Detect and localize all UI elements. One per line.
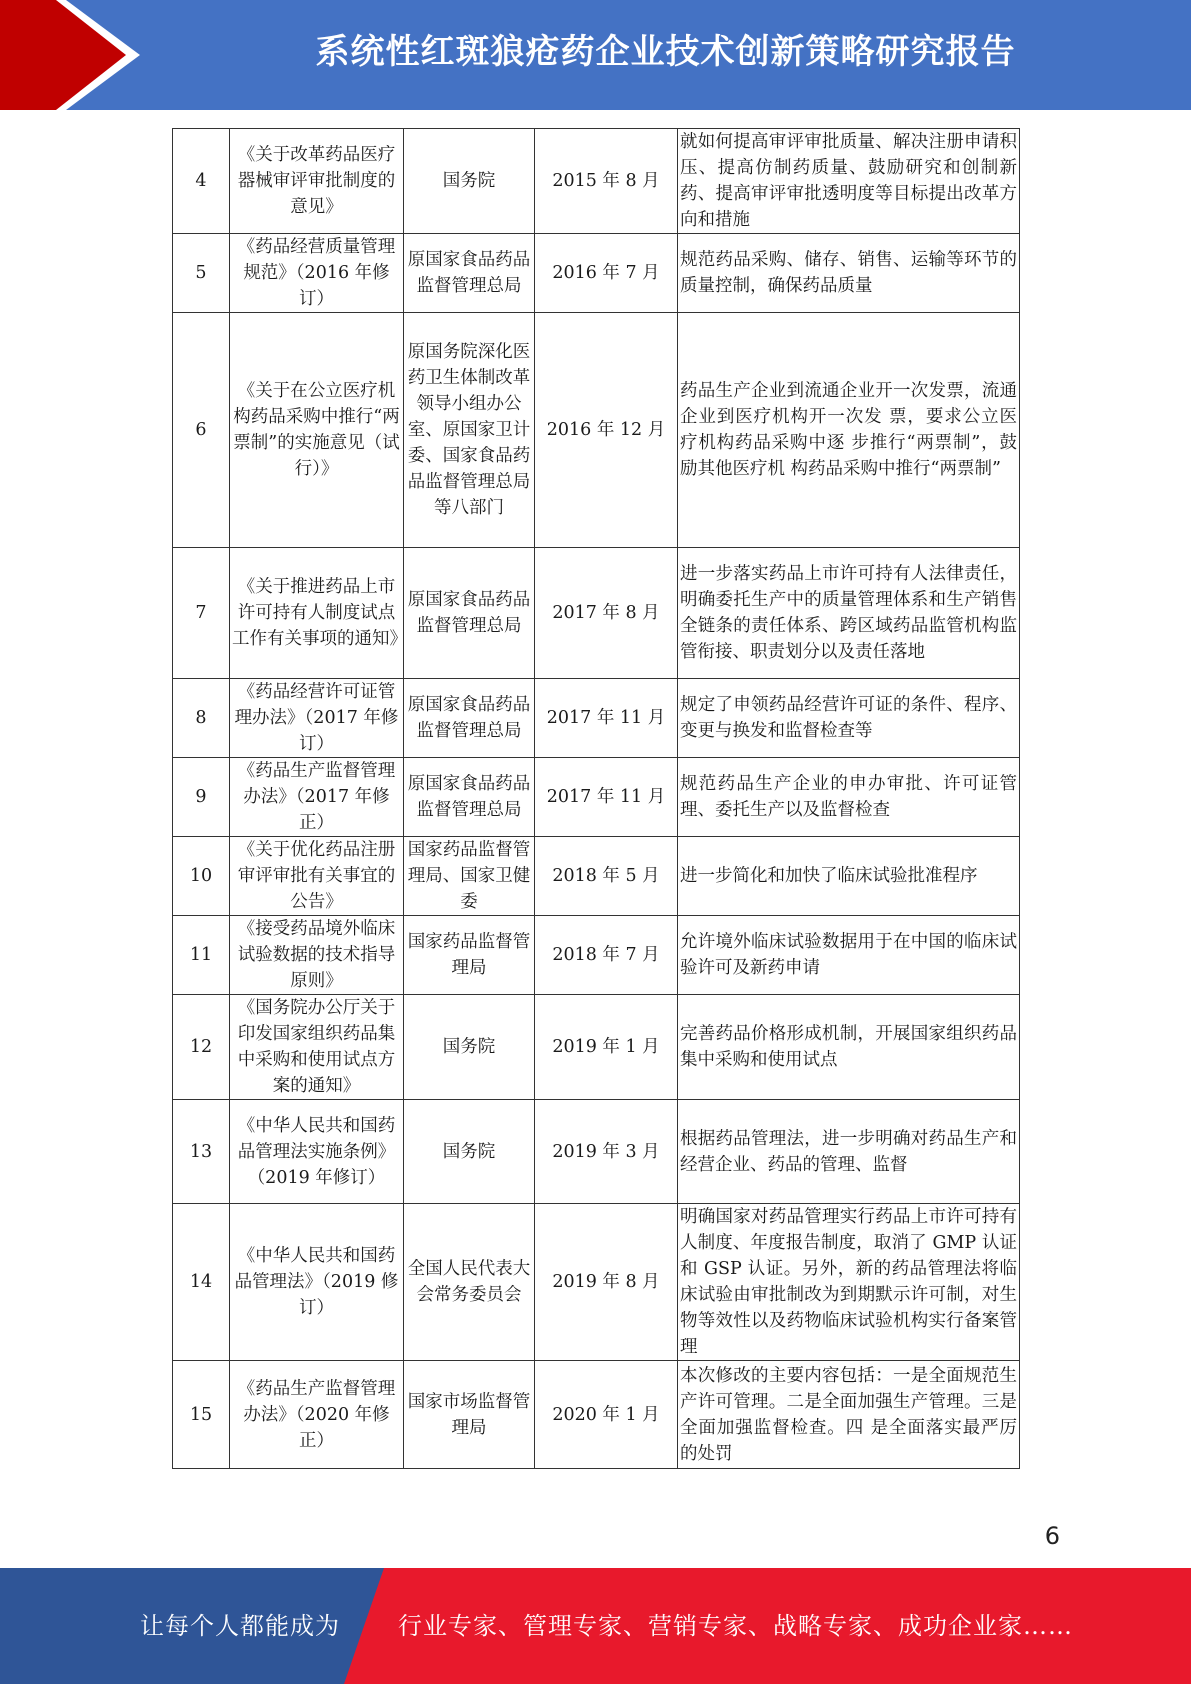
table-row xyxy=(173,313,1020,548)
table-row xyxy=(173,1361,1020,1469)
issuing-department: 原国家食品药品监督管理总局 xyxy=(404,679,535,758)
issuing-department: 原国务院深化医药卫生体制改革领导小组办公室、原国家卫计委、国家食品药品监督管理总局等八部门 xyxy=(404,313,535,548)
issuing-department: 原国家食品药品监督管理总局 xyxy=(404,234,535,313)
policy-description: 规定了申领药品经营许可证的条件、程序、变更与换发和监督检查等 xyxy=(678,679,1020,758)
issuing-department: 国务院 xyxy=(404,1100,535,1204)
footer-slogan-left: 让每个人都能成为 xyxy=(140,1612,340,1640)
table-row xyxy=(173,758,1020,837)
policy-description: 就如何提高审评审批质量、解决注册申请积压、提高仿制药质量、鼓励研究和创制新药、提高审评审批透明度等目标提出改革方向和措施 xyxy=(678,129,1020,234)
policy-name: 《关于优化药品注册审评审批有关事宜的公告》 xyxy=(230,837,404,916)
regulation-table xyxy=(172,128,1020,1469)
table-row xyxy=(173,995,1020,1100)
policy-name: 《关于改革药品医疗器械审评审批制度的意见》 xyxy=(230,129,404,234)
policy-description: 进一步落实药品上市许可持有人法律责任，明确委托生产中的质量管理体系和生产销售全链条的责任体系、跨区域药品监管机构监管衔接、职责划分以及责任落地 xyxy=(678,548,1020,679)
issue-date: 2019 年 3 月 xyxy=(535,1100,678,1204)
footer-slogan-right: 行业专家、管理专家、营销专家、战略专家、成功企业家…… xyxy=(398,1612,1073,1640)
row-number: 13 xyxy=(173,1100,230,1204)
policy-name: 《药品生产监督管理办法》（2017 年修正） xyxy=(230,758,404,837)
policy-description: 本次修改的主要内容包括：一是全面规范生产许可管理。二是全面加强生产管理。三是全面加强监督检查。四 是全面落实最严厉的处罚 xyxy=(678,1361,1020,1469)
table-row xyxy=(173,234,1020,313)
issue-date: 2020 年 1 月 xyxy=(535,1361,678,1469)
row-number: 11 xyxy=(173,916,230,995)
table-row xyxy=(173,1204,1020,1361)
footer-banner xyxy=(0,1568,1191,1684)
issuing-department: 国家药品监督管理局 xyxy=(404,916,535,995)
issue-date: 2018 年 7 月 xyxy=(535,916,678,995)
table-row xyxy=(173,129,1020,234)
policy-name: 《关于推进药品上市许可持有人制度试点工作有关事项的通知》 xyxy=(230,548,404,679)
issue-date: 2016 年 12 月 xyxy=(535,313,678,548)
issue-date: 2018 年 5 月 xyxy=(535,837,678,916)
report-title: 系统性红斑狼疮药企业技术创新策略研究报告 xyxy=(315,32,1016,72)
policy-description: 进一步简化和加快了临床试验批准程序 xyxy=(678,837,1020,916)
table-row xyxy=(173,837,1020,916)
table-row xyxy=(173,679,1020,758)
issue-date: 2017 年 11 月 xyxy=(535,679,678,758)
row-number: 9 xyxy=(173,758,230,837)
issue-date: 2019 年 1 月 xyxy=(535,995,678,1100)
policy-description: 明确国家对药品管理实行药品上市许可持有人制度、年度报告制度，取消了 GMP 认证和 GSP 认证。另外，新的药品管理法将临床试验由审批制改为到期默示许可制，对生物等效性以及药物临床试验机构实行备案管理 xyxy=(678,1204,1020,1361)
policy-name: 《药品经营许可证管理办法》（2017 年修订） xyxy=(230,679,404,758)
row-number: 6 xyxy=(173,313,230,548)
row-number: 5 xyxy=(173,234,230,313)
issuing-department: 原国家食品药品监督管理总局 xyxy=(404,758,535,837)
regulation-table-container xyxy=(172,128,1019,1469)
issuing-department: 国家市场监督管理局 xyxy=(404,1361,535,1469)
issuing-department: 全国人民代表大会常务委员会 xyxy=(404,1204,535,1361)
row-number: 14 xyxy=(173,1204,230,1361)
header-chevron-decoration xyxy=(0,0,150,110)
issue-date: 2019 年 8 月 xyxy=(535,1204,678,1361)
policy-description: 完善药品价格形成机制，开展国家组织药品集中采购和使用试点 xyxy=(678,995,1020,1100)
row-number: 12 xyxy=(173,995,230,1100)
policy-description: 根据药品管理法，进一步明确对药品生产和经营企业、药品的管理、监督 xyxy=(678,1100,1020,1204)
table-row xyxy=(173,1100,1020,1204)
policy-description: 规范药品采购、储存、销售、运输等环节的质量控制，确保药品质量 xyxy=(678,234,1020,313)
page-number: 6 xyxy=(1044,1522,1060,1550)
policy-name: 《关于在公立医疗机构药品采购中推行“两票制”的实施意见（试行）》 xyxy=(230,313,404,548)
row-number: 8 xyxy=(173,679,230,758)
issue-date: 2016 年 7 月 xyxy=(535,234,678,313)
policy-name: 《中华人民共和国药品管理法》（2019 修订） xyxy=(230,1204,404,1361)
issuing-department: 国家药品监督管理局、国家卫健委 xyxy=(404,837,535,916)
table-row xyxy=(173,548,1020,679)
policy-description: 允许境外临床试验数据用于在中国的临床试验许可及新药申请 xyxy=(678,916,1020,995)
issue-date: 2017 年 8 月 xyxy=(535,548,678,679)
policy-name: 《接受药品境外临床试验数据的技术指导原则》 xyxy=(230,916,404,995)
policy-name: 《国务院办公厅关于印发国家组织药品集中采购和使用试点方案的通知》 xyxy=(230,995,404,1100)
row-number: 4 xyxy=(173,129,230,234)
policy-name: 《中华人民共和国药品管理法实施条例》（2019 年修订） xyxy=(230,1100,404,1204)
policy-name: 《药品生产监督管理办法》（2020 年修正） xyxy=(230,1361,404,1469)
issue-date: 2017 年 11 月 xyxy=(535,758,678,837)
issuing-department: 原国家食品药品监督管理总局 xyxy=(404,548,535,679)
row-number: 10 xyxy=(173,837,230,916)
issue-date: 2015 年 8 月 xyxy=(535,129,678,234)
policy-description: 规范药品生产企业的申办审批、许可证管理、委托生产以及监督检查 xyxy=(678,758,1020,837)
row-number: 7 xyxy=(173,548,230,679)
policy-name: 《药品经营质量管理规范》（2016 年修订） xyxy=(230,234,404,313)
issuing-department: 国务院 xyxy=(404,995,535,1100)
table-row xyxy=(173,916,1020,995)
row-number: 15 xyxy=(173,1361,230,1469)
issuing-department: 国务院 xyxy=(404,129,535,234)
policy-description: 药品生产企业到流通企业开一次发票，流通企业到医疗机构开一次发 票，要求公立医疗机构药品采购中逐 步推行“两票制”，鼓励其他医疗机 构药品采购中推行“两票制” xyxy=(678,313,1020,548)
header-banner xyxy=(0,0,1191,110)
